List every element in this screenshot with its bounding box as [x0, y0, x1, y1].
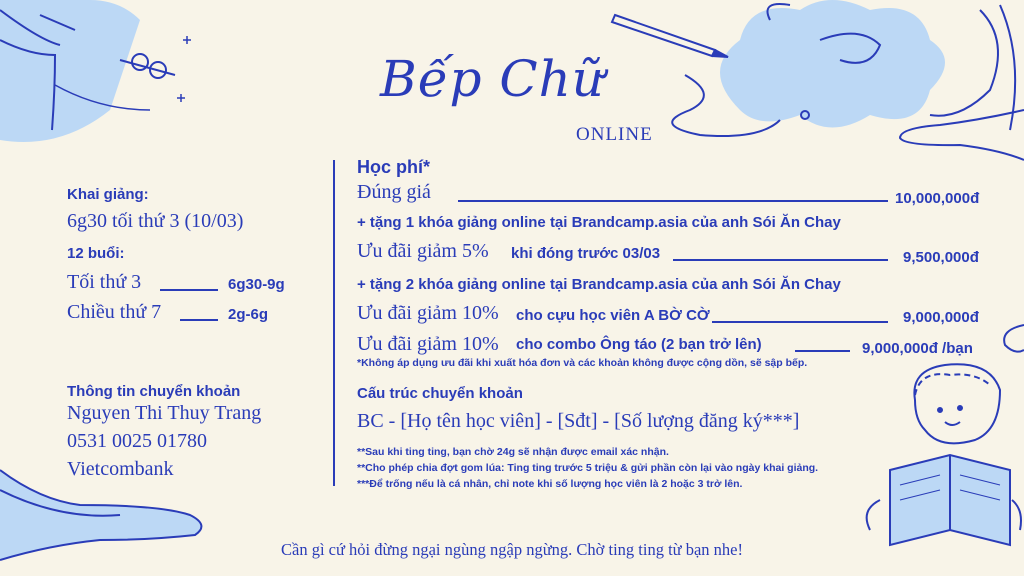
transfer-note-2: **Cho phép chia đợt gom lúa: Ting ting trước 5 triệu & gửi phần còn lại vào ngày khai giảng. [357, 462, 819, 474]
swirl-right-doodle [1004, 325, 1024, 352]
bank-info-label: Thông tin chuyển khoản [67, 383, 241, 400]
fee-combo-condition: cho combo Ông táo (2 bạn trở lên) [516, 336, 762, 353]
schedule-time-2: 2g-6g [228, 306, 269, 323]
fee-full-label: Đúng giá [357, 181, 431, 203]
schedule-day-1: Tối thứ 3 [67, 271, 142, 293]
bank-name: Vietcombank [67, 458, 174, 480]
transfer-heading: Cấu trúc chuyển khoản [357, 385, 523, 402]
fee-full-price: 10,000,000đ [895, 190, 980, 207]
pen-doodle [612, 15, 728, 57]
bank-account-name: Nguyen Thi Thuy Trang [67, 402, 262, 424]
fee-combo-label: Ưu đãi giảm 10% [357, 333, 499, 355]
transfer-note-1: **Sau khi ting ting, bạn chờ 24g sẽ nhận được email xác nhận. [357, 446, 669, 458]
column-divider [333, 160, 335, 486]
schedule-leader-1 [160, 289, 218, 291]
fee-note: *Không áp dụng ưu đãi khi xuất hóa đơn và các khoản không được cộng dồn, sẽ sập bếp. [357, 357, 808, 369]
fee-combo-price: 9,000,000đ /bạn [862, 340, 973, 357]
schedule-leader-2 [180, 319, 218, 321]
opening-label: Khai giảng: [67, 186, 149, 203]
opening-value: 6g30 tối thứ 3 (10/03) [67, 210, 244, 232]
schedule-time-1: 6g30-9g [228, 276, 285, 293]
fee-early-condition: khi đóng trước 03/03 [511, 245, 661, 262]
transfer-note-3: ***Để trống nếu là cá nhân, chỉ note khi số lượng học viên là 2 hoặc 3 trở lên. [357, 478, 743, 490]
fee-alumni-leader [712, 321, 888, 323]
schedule-day-2: Chiều thứ 7 [67, 301, 162, 323]
fee-bonus-1: + tặng 1 khóa giảng online tại Brandcamp.asia của anh Sói Ăn Chay [357, 214, 841, 231]
footer-message: Cần gì cứ hỏi đừng ngại ngùng ngập ngừng. Chờ ting ting từ bạn nhe! [281, 540, 743, 559]
fee-combo-leader [795, 350, 850, 352]
pot-doodle [0, 0, 175, 142]
fees-heading: Học phí* [357, 157, 431, 177]
cloud-doodle [720, 0, 1015, 130]
fee-bonus-2: + tặng 2 khóa giảng online tại Brandcamp.asia của anh Sói Ăn Chay [357, 276, 841, 293]
bank-account-number: 0531 0025 01780 [67, 430, 207, 452]
fee-early-price: 9,500,000đ [903, 249, 979, 266]
fee-early-leader [673, 259, 888, 261]
brand-subtitle: ONLINE [576, 124, 653, 145]
sparkle-doodles [177, 36, 191, 102]
fee-alumni-label: Ưu đãi giảm 10% [357, 302, 499, 324]
fee-early-label: Ưu đãi giảm 5% [357, 240, 489, 262]
fee-alumni-condition: cho cựu học viên A BỜ CỜ [516, 307, 710, 324]
transfer-format: BC - [Họ tên học viên] - [Sđt] - [Số lượng đăng ký***] [357, 410, 800, 432]
sessions-label: 12 buổi: [67, 245, 125, 262]
hand-doodle [900, 110, 1024, 160]
brand-title: Bếp Chữ [380, 50, 606, 108]
reader-doodle [867, 364, 1021, 545]
fee-alumni-price: 9,000,000đ [903, 309, 979, 326]
fee-full-leader [458, 200, 888, 202]
